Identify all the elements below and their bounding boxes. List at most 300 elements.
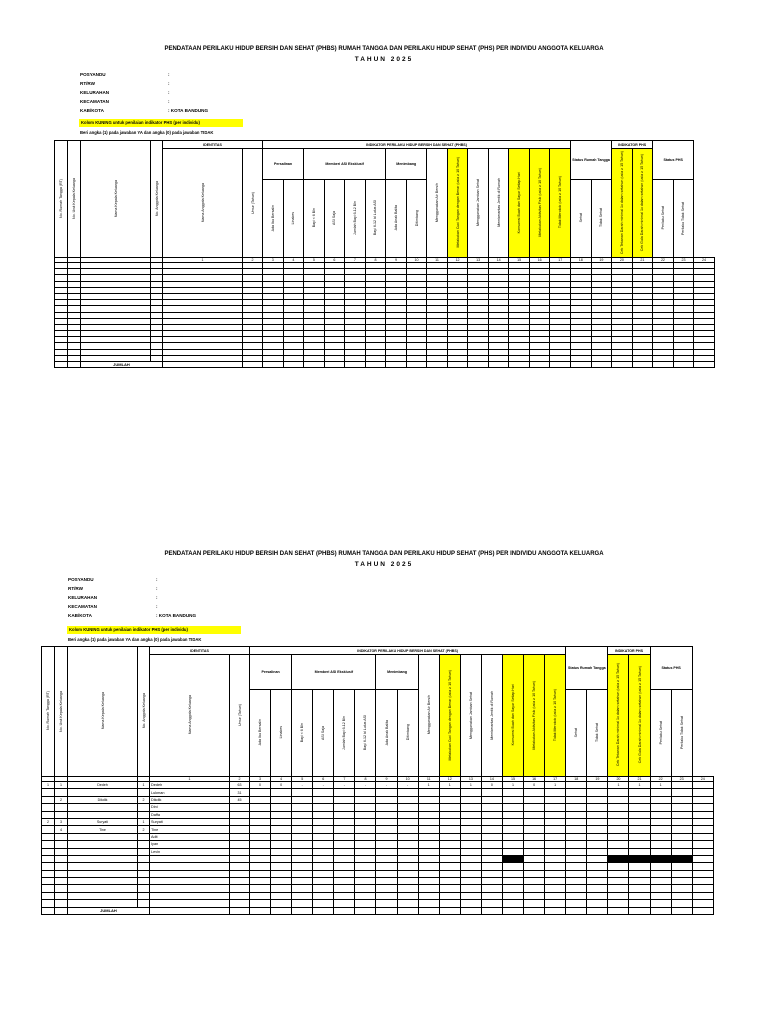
cell-indicator[interactable] xyxy=(524,804,545,811)
cell-indicator[interactable] xyxy=(439,833,460,840)
empty-cell[interactable] xyxy=(355,900,376,907)
empty-cell[interactable] xyxy=(271,878,292,885)
empty-cell[interactable] xyxy=(545,892,566,899)
cell-indicator[interactable] xyxy=(566,818,587,825)
cell-indicator[interactable] xyxy=(650,826,671,833)
cell-indicator[interactable]: 1 xyxy=(650,782,671,789)
empty-cell[interactable] xyxy=(671,870,692,877)
cell-age[interactable]: 63 xyxy=(230,782,250,789)
empty-cell[interactable] xyxy=(313,900,334,907)
empty-cell[interactable] xyxy=(629,900,650,907)
cell-indicator[interactable] xyxy=(460,826,481,833)
cell-indicator[interactable]: 0 xyxy=(524,782,545,789)
empty-cell[interactable] xyxy=(418,900,439,907)
empty-cell[interactable] xyxy=(545,900,566,907)
cell-indicator[interactable] xyxy=(397,789,418,796)
cell-indicator[interactable] xyxy=(250,841,271,848)
cell-indicator[interactable] xyxy=(439,789,460,796)
cell-indicator[interactable]: - xyxy=(313,782,334,789)
empty-cell[interactable] xyxy=(313,878,334,885)
empty-cell[interactable] xyxy=(524,855,545,862)
cell-indicator[interactable] xyxy=(524,826,545,833)
cell-rt[interactable] xyxy=(42,826,55,833)
empty-cell[interactable] xyxy=(68,878,138,885)
empty-cell[interactable] xyxy=(292,870,313,877)
empty-cell[interactable] xyxy=(502,892,523,899)
cell-indicator[interactable] xyxy=(671,818,692,825)
cell-indicator[interactable] xyxy=(545,848,566,855)
cell-member[interactable]: Suryati xyxy=(150,818,230,825)
cell-indicator[interactable] xyxy=(545,804,566,811)
empty-cell[interactable] xyxy=(250,878,271,885)
cell-indicator[interactable] xyxy=(671,826,692,833)
cell-indicator[interactable] xyxy=(376,818,397,825)
empty-cell[interactable] xyxy=(271,892,292,899)
cell-indicator[interactable] xyxy=(292,796,313,803)
cell-indicator[interactable] xyxy=(587,811,608,818)
cell-indicator[interactable] xyxy=(692,818,713,825)
empty-cell[interactable] xyxy=(481,878,502,885)
cell-indicator[interactable] xyxy=(460,804,481,811)
cell-indicator[interactable] xyxy=(692,826,713,833)
cell-indicator[interactable]: 1 xyxy=(460,782,481,789)
empty-cell[interactable] xyxy=(587,900,608,907)
cell-indicator[interactable] xyxy=(271,826,292,833)
cell-indicator[interactable] xyxy=(334,818,355,825)
empty-cell[interactable] xyxy=(230,863,250,870)
cell-kk-name[interactable] xyxy=(68,848,138,855)
empty-cell[interactable] xyxy=(150,870,230,877)
empty-cell[interactable] xyxy=(566,892,587,899)
cell-indicator[interactable] xyxy=(418,848,439,855)
empty-cell[interactable] xyxy=(418,855,439,862)
empty-cell[interactable] xyxy=(566,855,587,862)
cell-indicator[interactable] xyxy=(608,811,629,818)
cell-kk-name[interactable] xyxy=(68,811,138,818)
cell-kk-name[interactable]: Tine xyxy=(68,826,138,833)
empty-cell[interactable] xyxy=(608,900,629,907)
cell-indicator[interactable]: 1 xyxy=(608,782,629,789)
cell-kk[interactable]: 3 xyxy=(55,818,68,825)
empty-cell[interactable] xyxy=(271,900,292,907)
cell-indicator[interactable] xyxy=(502,796,523,803)
empty-cell[interactable] xyxy=(481,855,502,862)
cell-indicator[interactable] xyxy=(250,826,271,833)
cell-indicator[interactable]: - xyxy=(292,782,313,789)
cell-indicator[interactable] xyxy=(608,848,629,855)
cell-indicator[interactable] xyxy=(587,848,608,855)
empty-cell[interactable] xyxy=(587,885,608,892)
cell-rt[interactable] xyxy=(42,848,55,855)
cell-indicator[interactable] xyxy=(650,841,671,848)
cell-indicator[interactable] xyxy=(608,833,629,840)
cell-indicator[interactable] xyxy=(692,804,713,811)
empty-cell[interactable] xyxy=(460,900,481,907)
cell-indicator[interactable] xyxy=(502,848,523,855)
empty-cell[interactable] xyxy=(292,855,313,862)
empty-cell[interactable] xyxy=(230,885,250,892)
cell-indicator[interactable]: - xyxy=(355,782,376,789)
empty-cell[interactable] xyxy=(68,885,138,892)
cell-indicator[interactable] xyxy=(355,826,376,833)
cell-indicator[interactable] xyxy=(376,789,397,796)
cell-indicator[interactable] xyxy=(418,804,439,811)
cell-indicator[interactable] xyxy=(566,833,587,840)
empty-cell[interactable] xyxy=(271,870,292,877)
empty-cell[interactable] xyxy=(334,892,355,899)
empty-cell[interactable] xyxy=(138,863,150,870)
empty-cell[interactable] xyxy=(138,892,150,899)
empty-cell[interactable] xyxy=(397,892,418,899)
empty-cell[interactable] xyxy=(334,885,355,892)
empty-cell[interactable] xyxy=(692,900,713,907)
empty-cell[interactable] xyxy=(292,892,313,899)
cell-indicator[interactable] xyxy=(376,841,397,848)
empty-cell[interactable] xyxy=(608,863,629,870)
empty-cell[interactable] xyxy=(418,870,439,877)
cell-age[interactable]: 31 xyxy=(230,789,250,796)
cell-indicator[interactable] xyxy=(397,811,418,818)
empty-cell[interactable] xyxy=(545,885,566,892)
empty-cell[interactable] xyxy=(524,900,545,907)
cell-indicator[interactable] xyxy=(692,789,713,796)
cell-indicator[interactable] xyxy=(397,841,418,848)
empty-cell[interactable] xyxy=(150,855,230,862)
cell-indicator[interactable] xyxy=(355,804,376,811)
cell-indicator[interactable] xyxy=(313,841,334,848)
empty-cell[interactable] xyxy=(55,863,68,870)
empty-cell[interactable] xyxy=(481,863,502,870)
empty-cell[interactable] xyxy=(230,892,250,899)
cell-age[interactable] xyxy=(230,804,250,811)
cell-indicator[interactable] xyxy=(566,848,587,855)
empty-cell[interactable] xyxy=(439,870,460,877)
empty-cell[interactable] xyxy=(671,892,692,899)
cell-indicator[interactable] xyxy=(355,841,376,848)
cell-rt[interactable] xyxy=(42,796,55,803)
empty-cell[interactable] xyxy=(376,900,397,907)
cell-kk-name[interactable]: Dedeh xyxy=(68,782,138,789)
empty-cell[interactable] xyxy=(502,870,523,877)
empty-cell[interactable] xyxy=(271,885,292,892)
cell-indicator[interactable] xyxy=(313,818,334,825)
empty-cell[interactable] xyxy=(355,892,376,899)
empty-cell[interactable] xyxy=(150,878,230,885)
cell-indicator[interactable] xyxy=(545,841,566,848)
cell-kk[interactable]: 2 xyxy=(55,796,68,803)
cell-indicator[interactable] xyxy=(439,848,460,855)
cell-indicator[interactable] xyxy=(460,789,481,796)
empty-cell[interactable] xyxy=(150,885,230,892)
cell-indicator[interactable] xyxy=(608,796,629,803)
cell-indicator[interactable] xyxy=(397,833,418,840)
empty-cell[interactable] xyxy=(460,870,481,877)
empty-cell[interactable] xyxy=(460,863,481,870)
cell-indicator[interactable] xyxy=(334,826,355,833)
cell-indicator[interactable] xyxy=(355,848,376,855)
cell-ak[interactable]: 2 xyxy=(138,826,150,833)
cell-indicator[interactable] xyxy=(650,796,671,803)
cell-rt[interactable]: 2 xyxy=(42,818,55,825)
cell-ak[interactable] xyxy=(138,789,150,796)
cell-rt[interactable] xyxy=(42,811,55,818)
cell-indicator[interactable]: - xyxy=(376,782,397,789)
cell-indicator[interactable] xyxy=(439,818,460,825)
empty-cell[interactable] xyxy=(55,885,68,892)
empty-cell[interactable] xyxy=(397,885,418,892)
cell-kk[interactable] xyxy=(55,841,68,848)
cell-indicator[interactable] xyxy=(271,811,292,818)
empty-cell[interactable] xyxy=(68,863,138,870)
cell-indicator[interactable] xyxy=(545,826,566,833)
empty-cell[interactable] xyxy=(650,878,671,885)
empty-cell[interactable] xyxy=(587,855,608,862)
cell-indicator[interactable] xyxy=(545,789,566,796)
empty-cell[interactable] xyxy=(68,892,138,899)
cell-indicator[interactable] xyxy=(481,811,502,818)
empty-cell[interactable] xyxy=(502,878,523,885)
cell-indicator[interactable] xyxy=(250,818,271,825)
empty-cell[interactable] xyxy=(524,878,545,885)
empty-cell[interactable] xyxy=(481,900,502,907)
empty-cell[interactable] xyxy=(671,885,692,892)
empty-cell[interactable] xyxy=(460,885,481,892)
empty-cell[interactable] xyxy=(418,863,439,870)
cell-indicator[interactable] xyxy=(587,826,608,833)
cell-indicator[interactable] xyxy=(545,818,566,825)
cell-member[interactable]: Lukman xyxy=(150,789,230,796)
cell-indicator[interactable] xyxy=(313,848,334,855)
cell-indicator[interactable] xyxy=(250,833,271,840)
empty-cell[interactable] xyxy=(524,870,545,877)
empty-cell[interactable] xyxy=(608,870,629,877)
empty-cell[interactable] xyxy=(502,863,523,870)
empty-cell[interactable] xyxy=(418,878,439,885)
empty-cell[interactable] xyxy=(55,900,68,907)
cell-indicator[interactable] xyxy=(313,811,334,818)
cell-kk[interactable]: 4 xyxy=(55,826,68,833)
empty-cell[interactable] xyxy=(355,870,376,877)
empty-cell[interactable] xyxy=(150,900,230,907)
empty-cell[interactable] xyxy=(481,892,502,899)
cell-indicator[interactable] xyxy=(271,796,292,803)
cell-kk[interactable] xyxy=(55,789,68,796)
cell-ak[interactable]: 1 xyxy=(138,818,150,825)
empty-cell[interactable] xyxy=(292,878,313,885)
empty-cell[interactable] xyxy=(629,892,650,899)
cell-indicator[interactable] xyxy=(566,841,587,848)
cell-indicator[interactable] xyxy=(460,833,481,840)
empty-cell[interactable] xyxy=(587,870,608,877)
cell-kk[interactable] xyxy=(55,833,68,840)
empty-cell[interactable] xyxy=(650,863,671,870)
cell-indicator[interactable] xyxy=(376,804,397,811)
cell-indicator[interactable] xyxy=(250,811,271,818)
cell-indicator[interactable]: 1 xyxy=(545,782,566,789)
empty-cell[interactable] xyxy=(55,878,68,885)
cell-ak[interactable]: 1 xyxy=(138,782,150,789)
cell-indicator[interactable] xyxy=(292,848,313,855)
empty-cell[interactable] xyxy=(42,863,55,870)
empty-cell[interactable] xyxy=(250,870,271,877)
cell-indicator[interactable] xyxy=(355,811,376,818)
empty-cell[interactable] xyxy=(355,863,376,870)
empty-cell[interactable] xyxy=(692,892,713,899)
empty-cell[interactable] xyxy=(68,870,138,877)
empty-cell[interactable] xyxy=(460,855,481,862)
empty-cell[interactable] xyxy=(313,863,334,870)
cell-indicator[interactable] xyxy=(502,826,523,833)
empty-cell[interactable] xyxy=(42,900,55,907)
cell-indicator[interactable] xyxy=(587,782,608,789)
empty-cell[interactable] xyxy=(608,855,629,862)
cell-indicator[interactable] xyxy=(271,789,292,796)
empty-cell[interactable] xyxy=(138,855,150,862)
cell-indicator[interactable] xyxy=(460,848,481,855)
empty-cell[interactable] xyxy=(271,863,292,870)
empty-cell[interactable] xyxy=(650,885,671,892)
empty-cell[interactable] xyxy=(355,885,376,892)
empty-cell[interactable] xyxy=(524,863,545,870)
cell-indicator[interactable] xyxy=(650,833,671,840)
cell-indicator[interactable] xyxy=(460,811,481,818)
cell-member[interactable]: Adit xyxy=(150,833,230,840)
empty-cell[interactable] xyxy=(42,885,55,892)
cell-indicator[interactable] xyxy=(292,804,313,811)
cell-rt[interactable] xyxy=(42,833,55,840)
cell-indicator[interactable] xyxy=(334,811,355,818)
empty-cell[interactable] xyxy=(230,878,250,885)
empty-cell[interactable] xyxy=(55,855,68,862)
cell-age[interactable] xyxy=(230,811,250,818)
cell-indicator[interactable]: 1 xyxy=(629,782,650,789)
cell-kk-name[interactable]: Dikdik xyxy=(68,796,138,803)
empty-cell[interactable] xyxy=(650,855,671,862)
empty-cell[interactable] xyxy=(376,892,397,899)
cell-indicator[interactable] xyxy=(692,848,713,855)
empty-cell[interactable] xyxy=(439,855,460,862)
cell-member[interactable]: Dini xyxy=(150,804,230,811)
cell-member[interactable]: Dedeh xyxy=(150,782,230,789)
cell-indicator[interactable] xyxy=(481,789,502,796)
empty-cell[interactable] xyxy=(397,855,418,862)
cell-rt[interactable]: 1 xyxy=(42,782,55,789)
empty-cell[interactable] xyxy=(292,885,313,892)
cell-indicator[interactable]: 0 xyxy=(481,782,502,789)
cell-ak[interactable] xyxy=(138,804,150,811)
cell-indicator[interactable] xyxy=(502,811,523,818)
cell-indicator[interactable] xyxy=(566,796,587,803)
cell-indicator[interactable] xyxy=(629,796,650,803)
empty-cell[interactable] xyxy=(650,870,671,877)
cell-indicator[interactable] xyxy=(334,804,355,811)
empty-cell[interactable] xyxy=(502,900,523,907)
cell-indicator[interactable] xyxy=(524,796,545,803)
cell-indicator[interactable] xyxy=(334,841,355,848)
empty-cell[interactable] xyxy=(313,855,334,862)
cell-indicator[interactable] xyxy=(629,826,650,833)
cell-indicator[interactable] xyxy=(566,804,587,811)
cell-indicator[interactable] xyxy=(439,826,460,833)
cell-indicator[interactable] xyxy=(650,848,671,855)
empty-cell[interactable] xyxy=(460,892,481,899)
cell-indicator[interactable] xyxy=(481,796,502,803)
empty-cell[interactable] xyxy=(524,892,545,899)
cell-indicator[interactable] xyxy=(671,804,692,811)
empty-cell[interactable] xyxy=(650,900,671,907)
cell-kk[interactable] xyxy=(55,804,68,811)
cell-rt[interactable] xyxy=(42,804,55,811)
cell-indicator[interactable] xyxy=(545,796,566,803)
empty-cell[interactable] xyxy=(292,900,313,907)
cell-indicator[interactable] xyxy=(502,789,523,796)
empty-cell[interactable] xyxy=(355,855,376,862)
empty-cell[interactable] xyxy=(587,892,608,899)
cell-indicator[interactable] xyxy=(355,796,376,803)
cell-indicator[interactable] xyxy=(524,811,545,818)
cell-indicator[interactable]: 1 xyxy=(502,782,523,789)
cell-indicator[interactable] xyxy=(397,848,418,855)
cell-indicator[interactable] xyxy=(650,789,671,796)
cell-indicator[interactable] xyxy=(418,811,439,818)
empty-cell[interactable] xyxy=(42,855,55,862)
cell-indicator[interactable] xyxy=(608,818,629,825)
empty-cell[interactable] xyxy=(68,900,138,907)
cell-indicator[interactable] xyxy=(376,848,397,855)
cell-indicator[interactable] xyxy=(292,789,313,796)
cell-indicator[interactable] xyxy=(271,833,292,840)
cell-indicator[interactable] xyxy=(629,804,650,811)
empty-cell[interactable] xyxy=(230,900,250,907)
empty-cell[interactable] xyxy=(692,855,713,862)
cell-indicator[interactable] xyxy=(481,818,502,825)
cell-indicator[interactable] xyxy=(271,804,292,811)
empty-cell[interactable] xyxy=(545,878,566,885)
cell-member[interactable]: Tine xyxy=(150,826,230,833)
cell-indicator[interactable] xyxy=(271,841,292,848)
empty-cell[interactable] xyxy=(566,885,587,892)
cell-indicator[interactable] xyxy=(587,804,608,811)
cell-indicator[interactable] xyxy=(418,818,439,825)
cell-indicator[interactable] xyxy=(313,789,334,796)
cell-indicator[interactable] xyxy=(650,818,671,825)
cell-indicator[interactable] xyxy=(671,782,692,789)
empty-cell[interactable] xyxy=(629,855,650,862)
empty-cell[interactable] xyxy=(230,870,250,877)
cell-indicator[interactable] xyxy=(502,818,523,825)
cell-indicator[interactable] xyxy=(524,848,545,855)
cell-indicator[interactable] xyxy=(566,811,587,818)
empty-cell[interactable] xyxy=(42,870,55,877)
cell-indicator[interactable]: 1 xyxy=(439,782,460,789)
cell-indicator[interactable] xyxy=(313,796,334,803)
empty-cell[interactable] xyxy=(418,892,439,899)
cell-age[interactable] xyxy=(230,833,250,840)
empty-cell[interactable] xyxy=(439,878,460,885)
cell-indicator[interactable] xyxy=(355,818,376,825)
empty-cell[interactable] xyxy=(334,855,355,862)
cell-indicator[interactable]: 0 xyxy=(271,782,292,789)
cell-age[interactable]: 45 xyxy=(230,796,250,803)
cell-indicator[interactable] xyxy=(271,848,292,855)
empty-cell[interactable] xyxy=(671,863,692,870)
empty-cell[interactable] xyxy=(587,863,608,870)
cell-indicator[interactable] xyxy=(397,826,418,833)
empty-cell[interactable] xyxy=(692,863,713,870)
cell-indicator[interactable] xyxy=(292,818,313,825)
cell-indicator[interactable] xyxy=(397,804,418,811)
cell-indicator[interactable] xyxy=(629,811,650,818)
